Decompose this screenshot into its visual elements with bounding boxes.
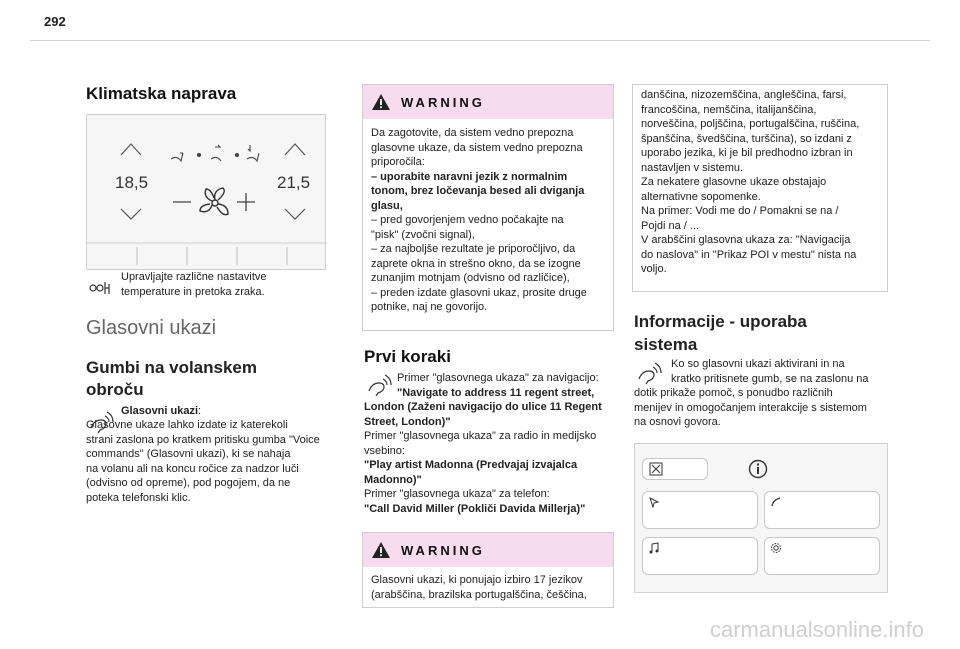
temp-left-up-icon <box>121 144 141 155</box>
text-line: potnike, naj ne govorijo. <box>371 301 488 313</box>
fan-icon <box>200 188 228 215</box>
watermark: carmanualsonline.info <box>709 617 924 642</box>
voice-label-line <box>121 404 201 419</box>
temp-left-value: 18,5 <box>115 173 149 192</box>
warning-1-text <box>363 119 613 315</box>
first-steps-heading: Prvi koraki <box>364 347 451 366</box>
climate-panel <box>86 114 326 270</box>
text-line: – uporabite naravni jezik z normalnim <box>371 170 568 183</box>
text-line: priporočila: <box>371 156 425 168</box>
climate-panel-graphic <box>87 115 327 271</box>
navigation-help-tile <box>642 491 758 529</box>
voice-commands-title: Glasovni ukazi <box>86 317 217 339</box>
steering-heading-line: obroču <box>86 380 144 399</box>
climate-heading: Klimatska naprava <box>86 84 237 103</box>
text-line: danščina, nizozemščina, angleščina, farsi, <box>641 89 847 101</box>
text-line: – preden izdate glasovni ukaz, prosite druge <box>371 286 587 299</box>
close-tile <box>642 458 708 480</box>
text-line: – pred govorjenjem vedno počakajte na <box>371 214 564 226</box>
text-line: vsebino: <box>364 444 405 457</box>
text-line: "Call David Miller (Pokliči Davida Millerja)" <box>364 502 586 515</box>
bottom-bar-separators <box>137 247 287 265</box>
phone-icon <box>770 496 782 508</box>
text-line: uporabo jezika, ki je bil predhodno izbran in <box>641 147 853 159</box>
climate-caption-line: temperature in pretoka zraka. <box>121 285 265 298</box>
info-heading-line: Informacije - uporaba <box>634 312 807 331</box>
voice-colon: : <box>198 405 202 417</box>
text-line: "pisk" (zvočni signal), <box>371 228 475 241</box>
text-line: Madonno)" <box>364 473 422 486</box>
warning-header <box>363 533 613 567</box>
text-line: Street, London)" <box>364 415 451 428</box>
warning-box-2 <box>362 532 614 608</box>
navigation-icon <box>648 496 660 508</box>
phone-help-tile <box>764 491 880 529</box>
text-line: na osnovi govora. <box>634 416 721 428</box>
text-line: Pojdi na / ... <box>641 219 700 232</box>
temp-right-down-icon <box>285 209 305 219</box>
warning-2-text <box>363 567 613 602</box>
voice-label: Glasovni ukazi <box>121 405 199 417</box>
text-line: strani zaslona po kratkem pritisku gumba "Voice <box>86 433 320 446</box>
text-line: Glasovne ukaze lahko izdate iz katerekoli <box>86 419 288 431</box>
text-line: kratko pritisnete gumb, se na zaslonu na <box>671 372 869 385</box>
languages-text <box>633 85 887 277</box>
close-icon <box>649 462 663 476</box>
page-number: 292 <box>44 14 66 29</box>
warning-label: WARNING <box>401 94 485 110</box>
text-line: Ko so glasovni ukazi aktivirani in na <box>671 358 845 370</box>
text-line: zunanjim motnjam (odvisno od različice), <box>371 272 570 284</box>
text-line: tonom, brez ločevanja besed ali dviganja <box>371 185 585 197</box>
warning-label: WARNING <box>401 542 485 558</box>
first-steps-text <box>364 371 616 516</box>
text-line: francoščina, nemščina, italijanščina, <box>641 103 817 116</box>
text-line: poteka telefonski klic. <box>86 491 191 504</box>
steering-heading-line: Gumbi na volanskem <box>86 358 257 377</box>
settings-help-tile <box>764 537 880 575</box>
climate-caption <box>121 270 267 299</box>
warning-triangle-icon <box>371 93 391 111</box>
text-line: Da zagotovite, da sistem vedno prepozna <box>371 127 574 139</box>
text-line: zaprete okna in strešno okno, da se izogne <box>371 257 581 270</box>
text-line: glasovne ukaze, da sistem vedno prepozna <box>371 141 583 154</box>
voice-paragraph <box>86 418 336 505</box>
text-line: voljo. <box>641 263 667 275</box>
text-line: španščina, švedščina, turščina), so izdani z <box>641 132 852 145</box>
text-line: Na primer: Vodi me do / Pomakni se na / <box>641 205 839 217</box>
info-text <box>634 357 890 430</box>
info-icon <box>748 459 768 479</box>
text-line: Primer "glasovnega ukaza" za telefon: <box>364 488 550 500</box>
text-line: (odvisno od opreme), pod pogojem, da ne <box>86 477 291 489</box>
text-line: menijev in omogočanjem interakcije s sistemom <box>634 401 867 414</box>
text-line: (arabščina, brazilska portugalščina, češčina, <box>371 588 587 601</box>
text-line: glasu, <box>371 199 403 212</box>
text-line: Za nekatere glasovne ukaze obstajajo <box>641 176 827 188</box>
temp-left-down-icon <box>121 209 141 219</box>
text-line: Primer "glasovnega ukaza" za navigacijo: <box>397 372 599 384</box>
text-line: "Navigate to address 11 regent street, <box>397 386 595 399</box>
climate-settings-icon <box>88 279 114 297</box>
temp-right-up-icon <box>285 144 305 155</box>
text-line: commands" (Glasovni ukazi), ki se nahaja <box>86 448 291 460</box>
header-divider <box>30 40 930 41</box>
warning-box-1 <box>362 84 614 331</box>
text-line: Glasovni ukazi, ki ponujajo izbiro 17 jezikov <box>371 574 583 586</box>
steering-buttons-heading <box>86 357 257 401</box>
info-heading-line: sistema <box>634 335 698 354</box>
text-line: London (Zaženi navigacijo do ulice 11 Regent <box>364 401 602 413</box>
warning-header <box>363 85 613 119</box>
text-line: – za najboljše rezultate je priporočljivo, da <box>371 243 576 255</box>
text-line: "Play artist Madonna (Predvajaj izvajalca <box>364 459 578 471</box>
help-screen-panel <box>634 443 888 593</box>
text-line: norveščina, poljščina, portugalščina, ruščina, <box>641 118 860 130</box>
text-line: Primer "glasovnega ukaza" za radio in medijsko <box>364 430 597 442</box>
text-line: alternativne sopomenke. <box>641 190 761 203</box>
gear-icon <box>770 542 782 554</box>
text-line: na volanu ali na koncu ročice za nadzor luči <box>86 462 299 475</box>
temp-right-value: 21,5 <box>277 173 311 192</box>
text-line: nastavljen v sistemu. <box>641 161 744 174</box>
airflow-mode-icons <box>171 145 259 161</box>
text-line: do naslova" in "Prikaz POI v mestu" nista na <box>641 248 857 261</box>
media-help-tile <box>642 537 758 575</box>
text-line: V arabščini glasovna ukaza za: "Navigacija <box>641 234 851 246</box>
languages-box <box>632 84 888 292</box>
climate-caption-line: Upravljajte različne nastavitve <box>121 271 267 283</box>
text-line: dotik prikaže pomoč, s ponudbo različnih <box>634 387 833 399</box>
music-icon <box>648 542 660 554</box>
warning-triangle-icon <box>371 541 391 559</box>
info-heading <box>634 310 807 356</box>
